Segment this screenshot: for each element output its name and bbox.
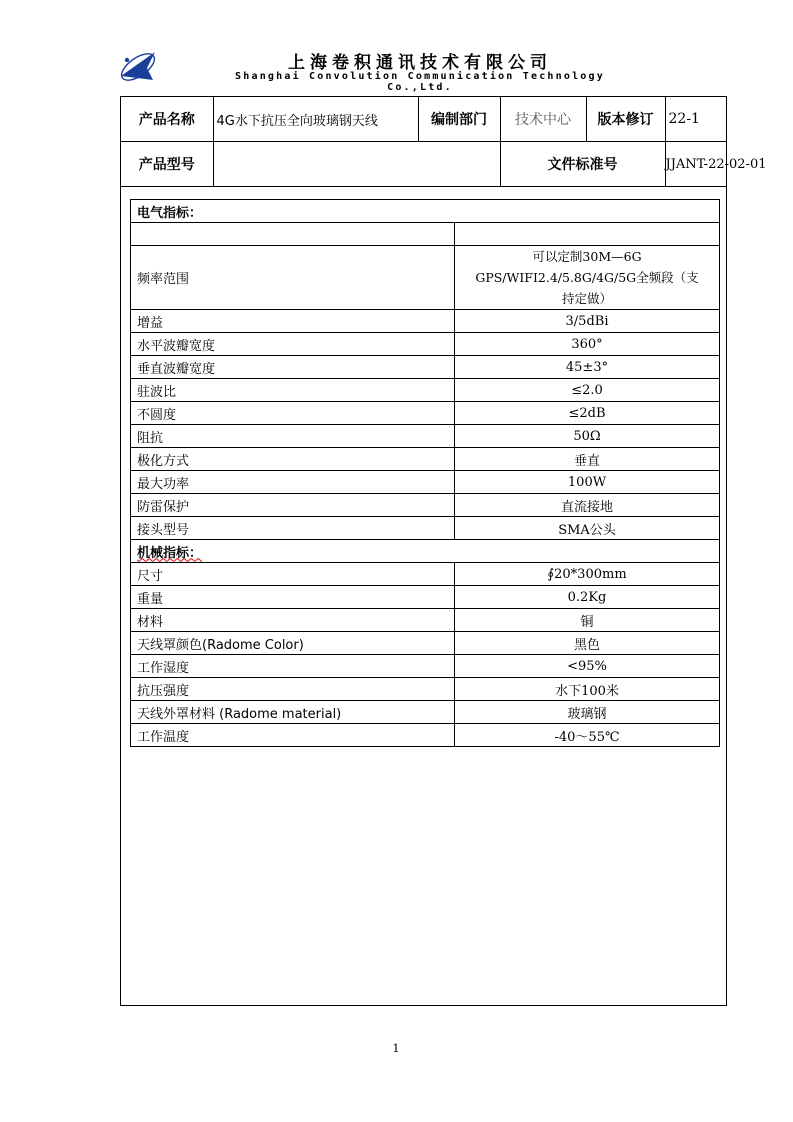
spec-label: 材料 [131,609,455,632]
spec-label: 天线罩颜色(Radome Color) [131,632,455,655]
mechanical-title-text: 机械指标： [137,545,203,561]
spec-row [131,448,720,471]
spec-value: 0.2Kg [455,586,720,609]
spec-label: 阻抗 [131,425,455,448]
spec-row [131,701,720,724]
blank-cell [131,223,455,246]
spec-row [131,655,720,678]
freq-label: 频率范围 [131,246,455,310]
product-name-value: 4G水下抗压全向玻璃钢天线 [213,97,418,142]
spec-table [130,199,720,747]
blank-cell [455,223,720,246]
spec-row [131,517,720,540]
spec-row [131,609,720,632]
company-name-cn: 上海卷积通讯技术有限公司 [288,53,552,73]
freq-value-line: 持定做） [562,291,613,306]
spec-label: 天线外罩材料 (Radome material) [131,701,455,724]
spec-row [131,471,720,494]
version-label: 版本修订 [586,97,665,142]
spec-value: 直流接地 [455,494,720,517]
company-name-en: Shanghai Convolution Communication Technology Co.,Ltd. [235,71,605,93]
product-name-label: 产品名称 [121,97,213,142]
spec-label: 极化方式 [131,448,455,471]
spec-label: 抗压强度 [131,678,455,701]
file-no-label: 文件标准号 [500,142,665,187]
document-header-table [121,97,767,187]
spec-row [131,379,720,402]
spec-label: 增益 [131,310,455,333]
spec-label: 重量 [131,586,455,609]
spec-value: 垂直 [455,448,720,471]
company-logo-icon [117,46,159,88]
dept-label: 编制部门 [418,97,500,142]
spec-value: ≤2dB [455,402,720,425]
spec-label: 驻波比 [131,379,455,402]
freq-value [455,246,720,310]
model-label: 产品型号 [121,142,213,187]
dept-value: 技术中心 [500,97,586,142]
spec-label: 接头型号 [131,517,455,540]
spec-row [131,425,720,448]
version-value: 22-1 [665,97,726,142]
spec-value: 铜 [455,609,720,632]
spec-value: 360° [455,333,720,356]
freq-value-line: GPS/WIFI2.4/5.8G/4G/5G全频段（支 [475,270,699,285]
spec-label: 最大功率 [131,471,455,494]
spec-row [131,402,720,425]
electrical-section-title: 电气指标： [131,200,720,223]
file-no-value: JJANT-22-02-01 [665,142,726,187]
spec-label: 水平波瓣宽度 [131,333,455,356]
spec-value: ∮20*300mm [455,563,720,586]
freq-value-line: 可以定制30M—6G [532,249,642,264]
spec-row [131,678,720,701]
spec-label: 工作温度 [131,724,455,747]
spec-row [131,586,720,609]
spec-value: 水下100米 [455,678,720,701]
spec-value: SMA公头 [455,517,720,540]
spec-row [131,632,720,655]
spec-value: 100W [455,471,720,494]
spec-row [131,356,720,379]
spec-label: 工作湿度 [131,655,455,678]
spec-row [131,494,720,517]
spec-label: 尺寸 [131,563,455,586]
spec-value: <95% [455,655,720,678]
spec-row [131,310,720,333]
mechanical-section-title [131,540,720,563]
spec-value: 玻璃钢 [455,701,720,724]
spec-label: 不圆度 [131,402,455,425]
spec-label: 垂直波瓣宽度 [131,356,455,379]
spec-value: 45±3° [455,356,720,379]
spec-row [131,563,720,586]
spec-value: 黑色 [455,632,720,655]
spec-row [131,333,720,356]
model-value [213,142,500,187]
spec-value: 50Ω [455,425,720,448]
spec-value: 3/5dBi [455,310,720,333]
spec-label: 防雷保护 [131,494,455,517]
page-number: 1 [392,1042,400,1055]
spec-value: ≤2.0 [455,379,720,402]
spec-value: -40～55℃ [455,724,720,747]
spec-row [131,724,720,747]
